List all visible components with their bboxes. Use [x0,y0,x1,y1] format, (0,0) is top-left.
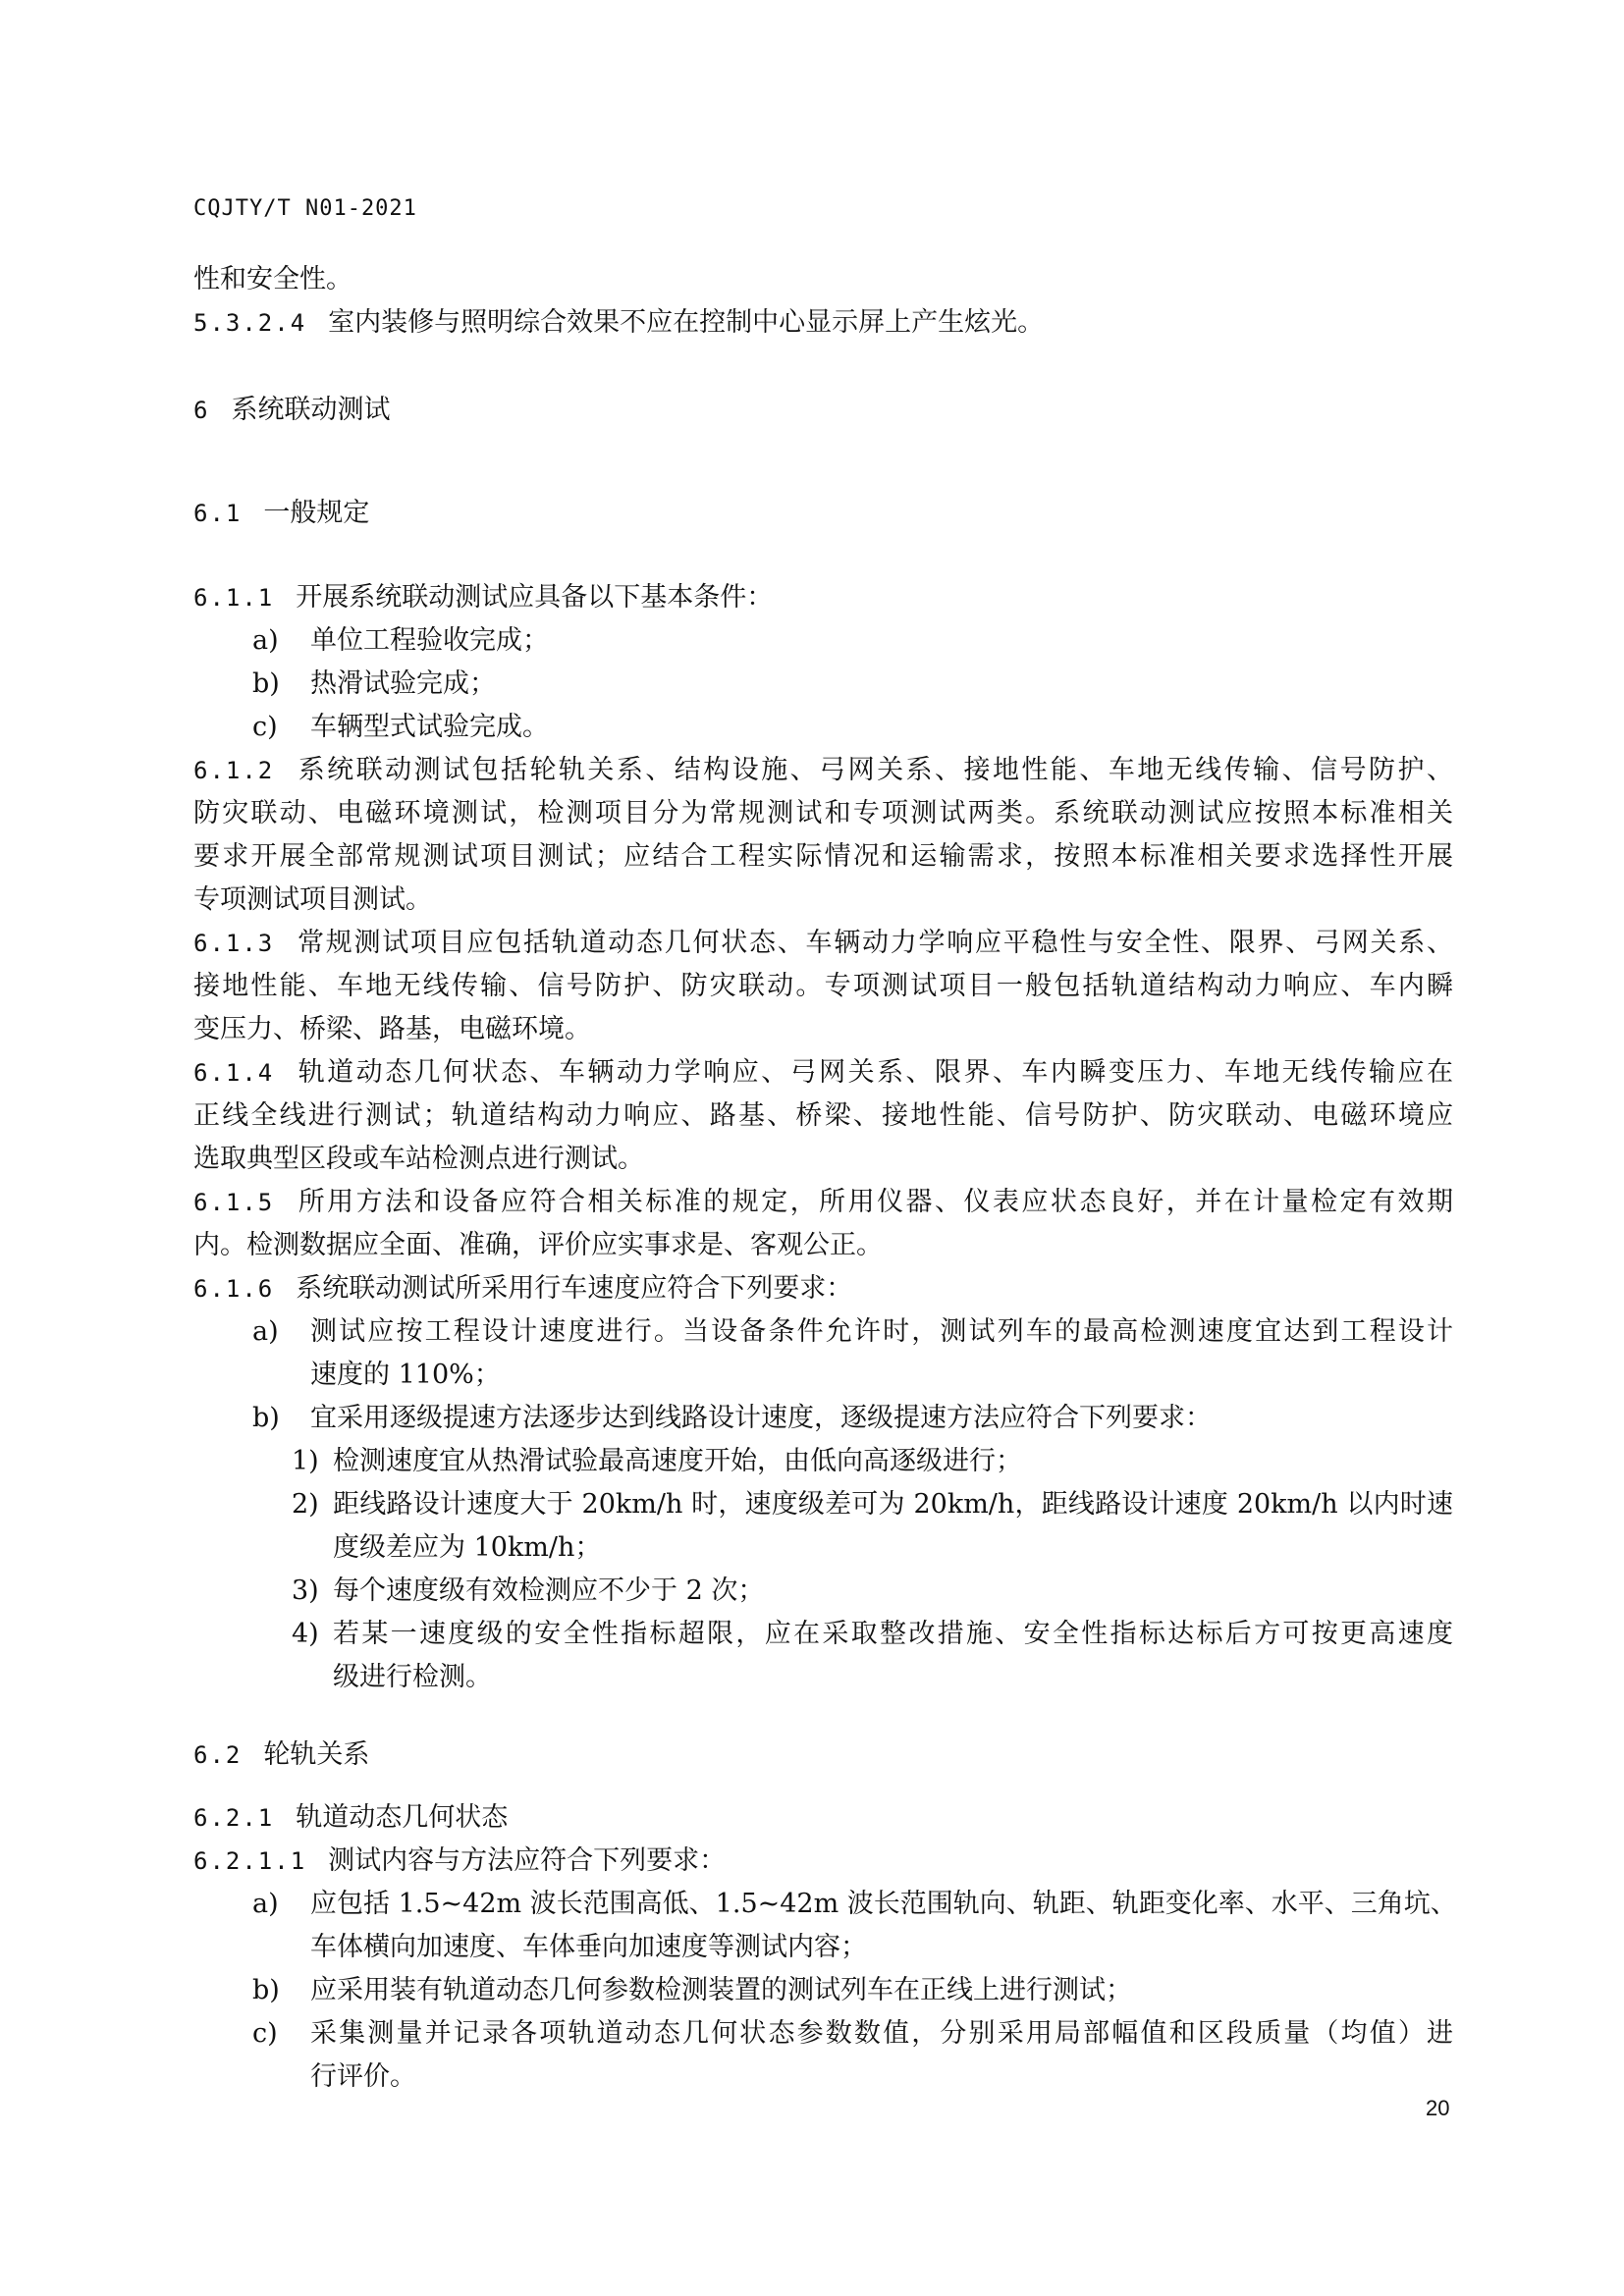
text-line: 变压力、桥梁、路基，电磁环境。 [193,1014,591,1044]
list-item: 应采用装有轨道动态几何参数检测装置的测试列车在正线上进行测试； [310,1975,1132,2005]
list-label: b) [252,668,280,699]
text-line: 级进行检测。 [333,1662,492,1692]
list-label: 4) [292,1619,319,1649]
clause-6-1-4 [193,1053,1453,1093]
list-item: 应包括 1.5~42m 波长范围高低、1.5~42m 波长范围轨向、轨距、轨距变化率、水平、三角坑、 [310,1889,1457,1919]
text-line: 选取典型区段或车站检测点进行测试。 [193,1144,644,1174]
list-item: 若某一速度级的安全性指标超限，应在采取整改措施、安全性指标达标后方可按更高速度 [333,1619,1453,1649]
clause-number: 5.3.2.4 [193,309,307,337]
clause-number: 6.1.1 [193,584,275,612]
clause-text: 室内装修与照明综合效果不应在控制中心显示屏上产生炫光。 [328,307,1045,338]
list-label: 2) [292,1489,319,1520]
list-label: b) [252,1975,280,2005]
list-item: 宜采用逐级提速方法逐步达到线路设计速度，逐级提速方法应符合下列要求： [310,1403,1212,1433]
clause-text: 系统联动测试包括轮轨关系、结构设施、弓网关系、接地性能、车地无线传输、信号防护、 [296,755,1453,785]
list-label: 1) [292,1446,319,1476]
list-label: c) [252,712,278,742]
section-number: 6.1 [193,500,243,527]
clause-title: 轨道动态几何状态 [296,1802,509,1833]
page-number: 20 [1426,2096,1450,2120]
list-item: 采集测量并记录各项轨道动态几何状态参数数值，分别采用局部幅值和区段质量（均值）进 [310,2018,1453,2049]
clause-text: 常规测试项目应包括轨道动态几何状态、车辆动力学响应平稳性与安全性、限界、弓网关系、 [296,928,1453,958]
clause-6-1-3 [193,924,1453,963]
list-item: 热滑试验完成； [310,668,496,699]
list-item: 测试应按工程设计速度进行。当设备条件允许时，测试列车的最高检测速度宜达到工程设计 [310,1316,1453,1347]
clause-number: 6.1.2 [193,757,275,784]
section-heading-6 [193,391,390,430]
list-label: a) [252,625,279,656]
clause-text: 系统联动测试所采用行车速度应符合下列要求： [296,1273,853,1304]
section-heading-6-1 [193,494,369,533]
clause-6-2-1-1 [193,1842,726,1881]
document-code-header: CQJTY/T N01-2021 [193,196,417,221]
section-title: 轮轨关系 [263,1739,370,1770]
clause-text: 开展系统联动测试应具备以下基本条件： [296,582,774,613]
clause-number: 6.1.4 [193,1059,275,1087]
list-label: a) [252,1316,279,1347]
section-number: 6.2 [193,1741,243,1769]
text-line: 要求开展全部常规测试项目测试；应结合工程实际情况和运输需求，按照本标准相关要求选择性开展 [193,841,1453,872]
clause-6-2-1 [193,1798,508,1838]
clause-6-1-2 [193,751,1453,790]
text-line: 度级差应为 10km/h； [333,1532,602,1563]
list-item: 车辆型式试验完成。 [310,712,549,742]
clause-6-1-6 [193,1269,852,1308]
list-item: 检测速度宜从热滑试验最高速度开始，由低向高逐级进行； [333,1446,1022,1476]
text-line: 正线全线进行测试；轨道结构动力响应、路基、桥梁、接地性能、信号防护、防灾联动、电磁环境应 [193,1100,1453,1131]
text-line: 内。检测数据应全面、准确，评价应实事求是、客观公正。 [193,1230,883,1260]
list-item: 单位工程验收完成； [310,625,549,656]
clause-number: 6.2.1.1 [193,1847,307,1875]
text-line: 性和安全性。 [193,264,352,294]
text-line: 车体横向加速度、车体垂向加速度等测试内容； [310,1932,867,1962]
clause-text: 轨道动态几何状态、车辆动力学响应、弓网关系、限界、车内瞬变压力、车地无线传输应在 [296,1057,1453,1088]
section-heading-6-2 [193,1735,369,1775]
list-item: 距线路设计速度大于 20km/h 时，速度级差可为 20km/h，距线路设计速度 20km/h 以内时速 [333,1489,1454,1520]
text-line: 防灾联动、电磁环境测试，检测项目分为常规测试和专项测试两类。系统联动测试应按照本标准相关 [193,798,1453,828]
list-label: 3) [292,1575,319,1606]
section-title: 系统联动测试 [231,395,391,425]
list-label: a) [252,1889,279,1919]
clause-text: 所用方法和设备应符合相关标准的规定，所用仪器、仪表应状态良好，并在计量检定有效期 [296,1187,1453,1217]
clause-number: 6.1.3 [193,930,275,957]
section-title: 一般规定 [263,498,370,528]
text-line: 速度的 110%； [310,1360,501,1390]
text-line: 行评价。 [310,2061,416,2092]
clause-6-1-5 [193,1183,1453,1222]
clause-number: 6.1.6 [193,1275,275,1303]
list-label: b) [252,1403,280,1433]
clause-5-3-2-4 [193,303,1044,343]
text-line: 专项测试项目测试。 [193,884,432,915]
clause-text: 测试内容与方法应符合下列要求： [328,1845,727,1876]
clause-number: 6.1.5 [193,1189,275,1216]
text-line: 接地性能、车地无线传输、信号防护、防灾联动。专项测试项目一般包括轨道结构动力响应、车内瞬 [193,971,1453,1001]
section-number: 6 [193,397,210,424]
clause-number: 6.2.1 [193,1804,275,1832]
list-label: c) [252,2018,278,2049]
clause-6-1-1 [193,578,773,617]
list-item: 每个速度级有效检测应不少于 2 次； [333,1575,765,1606]
